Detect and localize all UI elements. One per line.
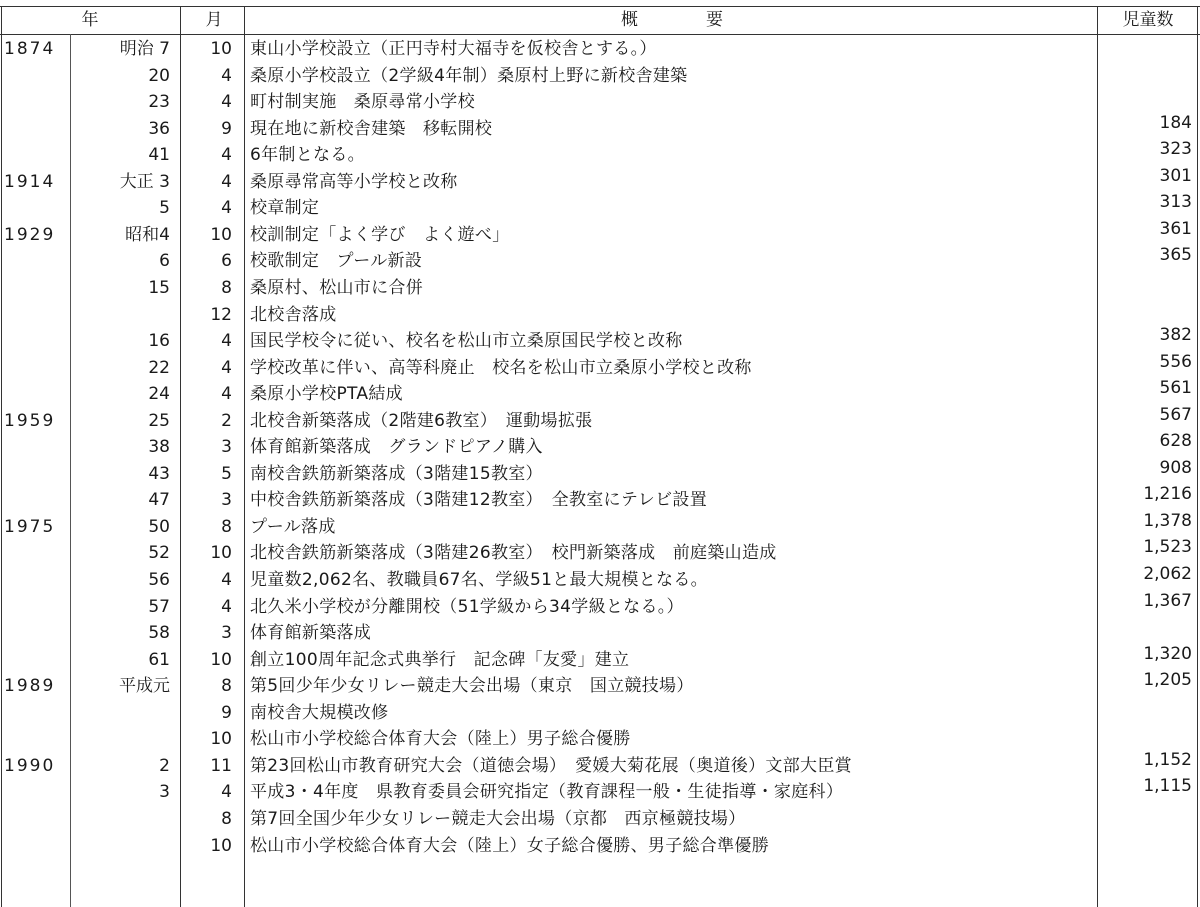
table-row xyxy=(0,139,1200,169)
table-row xyxy=(0,670,1200,700)
table-row xyxy=(0,404,1200,435)
cell-western-year xyxy=(4,779,64,805)
cell-summary: 桑原尋常高等小学校と改称 xyxy=(250,171,458,192)
cell-western-year xyxy=(4,806,64,832)
cell-western-year: 1990 xyxy=(4,755,56,776)
table-row xyxy=(0,302,1200,329)
cell-era-year: 15 xyxy=(148,277,170,298)
table-row xyxy=(0,776,1200,806)
cell-western-year xyxy=(4,726,64,752)
cell-era-year: 52 xyxy=(148,543,170,564)
cell-summary: 東山小学校設立（正円寺村大福寺を仮校舎とする。） xyxy=(250,39,657,59)
cell-western-year xyxy=(4,434,64,460)
cell-era-year: 57 xyxy=(148,596,170,617)
cell-student-count xyxy=(1100,800,1192,826)
cell-era-year: 38 xyxy=(148,437,170,458)
table-row xyxy=(0,484,1200,514)
cell-era-year: 2 xyxy=(159,755,170,776)
cell-western-year xyxy=(4,302,64,328)
cell-era-year: 36 xyxy=(148,118,170,139)
cell-western-year xyxy=(4,540,64,566)
table-row xyxy=(0,749,1200,780)
cell-western-year xyxy=(4,487,64,513)
cell-student-count: 1,152 xyxy=(1143,749,1192,770)
cell-student-count: 382 xyxy=(1159,325,1192,346)
cell-month: 9 xyxy=(221,702,232,723)
table-row xyxy=(0,36,1200,63)
cell-summary: プール落成 xyxy=(250,516,336,537)
cell-era-year xyxy=(70,833,174,859)
cell-student-count: 1,216 xyxy=(1143,484,1192,505)
cell-month: 3 xyxy=(221,623,232,644)
header-summary: 概 要 xyxy=(621,10,723,30)
cell-era-year: 58 xyxy=(148,623,170,644)
cell-era-year xyxy=(70,700,174,726)
cell-month: 10 xyxy=(210,39,232,59)
cell-era-year: 23 xyxy=(148,92,170,113)
cell-summary: 北久米小学校が分離開校（51学級から34学級となる。） xyxy=(250,596,684,617)
cell-student-count: 1,523 xyxy=(1143,537,1192,558)
table-row xyxy=(0,89,1200,116)
cell-summary: 学校改革に伴い、高等科廃止 校名を松山市立桑原小学校と改称 xyxy=(250,357,752,378)
cell-month: 4 xyxy=(221,145,232,166)
cell-student-count: 567 xyxy=(1159,404,1192,425)
cell-era-year: 大正 3 xyxy=(119,171,170,192)
cell-western-year xyxy=(4,700,64,726)
cell-western-year xyxy=(4,328,64,354)
cell-summary: 校歌制定 プール新設 xyxy=(250,251,423,272)
cell-summary: 南校舎鉄筋新築落成（3階建15教室） xyxy=(250,463,543,484)
cell-month: 9 xyxy=(221,118,232,139)
cell-student-count: 1,115 xyxy=(1143,776,1192,797)
cell-summary: 第7回全国少年少女リレー競走大会出場（京都 西京極競技場） xyxy=(250,808,746,829)
cell-month: 4 xyxy=(221,570,232,590)
cell-month: 3 xyxy=(221,490,232,511)
table-row xyxy=(0,620,1200,647)
cell-western-year: 1914 xyxy=(4,171,56,192)
cell-month: 3 xyxy=(221,437,232,458)
table-row xyxy=(0,63,1200,90)
cell-summary: 体育館新築落成 xyxy=(250,623,372,644)
cell-summary: 児童数2,062名、教職員67名、学級51と最大規模となる。 xyxy=(250,570,708,590)
cell-student-count xyxy=(1100,694,1192,720)
cell-student-count xyxy=(1100,614,1192,640)
cell-student-count: 1,205 xyxy=(1143,670,1192,691)
cell-student-count: 561 xyxy=(1159,378,1192,399)
cell-month: 10 xyxy=(210,649,232,670)
cell-western-year xyxy=(4,275,64,301)
cell-summary: 桑原小学校設立（2学級4年制）桑原村上野に新校舎建築 xyxy=(250,65,688,86)
cell-era-year: 6 xyxy=(159,251,170,272)
cell-western-year: 1929 xyxy=(4,224,56,245)
cell-student-count: 361 xyxy=(1159,218,1192,239)
cell-western-year xyxy=(4,89,64,115)
cell-western-year xyxy=(4,647,64,673)
cell-summary: 松山市小学校総合体育大会（陸上）女子総合優勝、男子総合準優勝 xyxy=(250,835,769,856)
cell-student-count: 628 xyxy=(1159,431,1192,452)
cell-month: 4 xyxy=(221,331,232,352)
table-row xyxy=(0,564,1200,594)
cell-month: 4 xyxy=(221,65,232,86)
cell-summary: 平成3・4年度 県教育委員会研究指定（教育課程一般・生徒指導・家庭科） xyxy=(250,782,844,803)
cell-month: 8 xyxy=(221,277,232,298)
cell-student-count: 323 xyxy=(1159,139,1192,160)
cell-summary: 校章制定 xyxy=(250,198,320,219)
cell-summary: 北校舎落成 xyxy=(250,304,337,325)
table-row xyxy=(0,700,1200,727)
cell-month: 4 xyxy=(221,171,232,192)
cell-student-count xyxy=(1100,83,1192,109)
cell-era-year: 56 xyxy=(148,570,170,590)
cell-student-count: 2,062 xyxy=(1143,564,1192,584)
cell-month: 2 xyxy=(221,410,232,431)
cell-era-year: 41 xyxy=(148,145,170,166)
table-row xyxy=(0,537,1200,567)
cell-summary: 松山市小学校総合体育大会（陸上）男子総合優勝 xyxy=(250,729,631,750)
cell-western-year: 1959 xyxy=(4,410,56,431)
cell-student-count: 1,367 xyxy=(1143,590,1192,611)
cell-month: 10 xyxy=(210,543,232,564)
table-row xyxy=(0,112,1200,143)
cell-summary: 北校舎新築落成（2階建6教室） 運動場拡張 xyxy=(250,410,593,431)
cell-western-year xyxy=(4,63,64,89)
cell-month: 4 xyxy=(221,782,232,803)
cell-western-year xyxy=(4,142,64,168)
table-row xyxy=(0,643,1200,674)
cell-month: 10 xyxy=(210,729,232,750)
cell-month: 8 xyxy=(221,676,232,697)
cell-summary: 第5回少年少女リレー競走大会出場（東京 国立競技場） xyxy=(250,676,694,697)
cell-era-year: 47 xyxy=(148,490,170,511)
table-row xyxy=(0,165,1200,196)
table-row xyxy=(0,590,1200,621)
cell-era-year: 3 xyxy=(159,782,170,803)
table-row xyxy=(0,245,1200,275)
table-row xyxy=(0,275,1200,302)
cell-student-count: 908 xyxy=(1159,457,1192,478)
cell-month: 4 xyxy=(221,92,232,113)
table-row xyxy=(0,351,1200,382)
cell-month: 11 xyxy=(210,755,232,776)
cell-summary: 中校舎鉄筋新築落成（3階建12教室） 全教室にテレビ設置 xyxy=(250,490,708,511)
cell-era-year: 5 xyxy=(159,198,170,219)
cell-student-count: 313 xyxy=(1159,192,1192,213)
header-month: 月 xyxy=(205,10,223,30)
cell-era-year: 61 xyxy=(148,649,170,670)
cell-month: 6 xyxy=(221,251,232,272)
cell-month: 12 xyxy=(210,304,232,325)
cell-summary: 創立100周年記念式典挙行 記念碑「友愛」建立 xyxy=(250,649,630,670)
table-row xyxy=(0,806,1200,833)
cell-summary: 国民学校令に従い、校名を松山市立桑原国民学校と改称 xyxy=(250,331,683,352)
cell-era-year: 昭和4 xyxy=(125,224,170,245)
cell-era-year: 25 xyxy=(148,410,170,431)
cell-western-year xyxy=(4,833,64,859)
cell-student-count: 301 xyxy=(1159,165,1192,186)
cell-summary: 北校舎鉄筋新築落成（3階建26教室） 校門新築落成 前庭築山造成 xyxy=(250,543,777,564)
cell-summary: 町村制実施 桑原尋常小学校 xyxy=(250,92,475,113)
cell-month: 5 xyxy=(221,463,232,484)
cell-student-count xyxy=(1100,296,1192,322)
cell-summary: 桑原村、松山市に合併 xyxy=(250,277,423,298)
table-row xyxy=(0,218,1200,249)
header-year: 年 xyxy=(81,10,99,30)
cell-western-year xyxy=(4,248,64,274)
cell-summary: 南校舎大規模改修 xyxy=(250,702,389,723)
cell-western-year xyxy=(4,620,64,646)
cell-era-year: 16 xyxy=(148,331,170,352)
cell-student-count xyxy=(1100,57,1192,83)
cell-month: 4 xyxy=(221,357,232,378)
cell-student-count: 556 xyxy=(1159,351,1192,372)
table-row xyxy=(0,833,1200,860)
cell-summary: 体育館新築落成 グランドピアノ購入 xyxy=(250,437,543,458)
cell-month: 10 xyxy=(210,835,232,856)
cell-era-year: 平成元 xyxy=(119,676,170,697)
cell-summary: 桑原小学校PTA結成 xyxy=(250,384,403,405)
cell-month: 8 xyxy=(221,516,232,537)
cell-western-year xyxy=(4,116,64,142)
cell-student-count: 184 xyxy=(1159,112,1192,133)
cell-western-year xyxy=(4,381,64,407)
table-row xyxy=(0,378,1200,408)
cell-month: 8 xyxy=(221,808,232,829)
cell-summary: 第23回松山市教育研究大会（道徳会場） 愛媛大菊花展（奥道後）文部大臣賞 xyxy=(250,755,852,776)
cell-era-year: 22 xyxy=(148,357,170,378)
cell-western-year: 1975 xyxy=(4,516,56,537)
cell-month: 4 xyxy=(221,198,232,219)
table-row xyxy=(0,457,1200,488)
cell-western-year xyxy=(4,355,64,381)
cell-era-year xyxy=(70,302,174,328)
cell-student-count xyxy=(1100,720,1192,746)
cell-summary: 校訓制定「よく学び よく遊べ」 xyxy=(250,224,510,245)
cell-month: 4 xyxy=(221,596,232,617)
cell-summary: 6年制となる。 xyxy=(250,145,365,166)
table-row xyxy=(0,431,1200,461)
table-row xyxy=(0,192,1200,222)
cell-student-count xyxy=(1100,30,1192,56)
cell-era-year: 20 xyxy=(148,65,170,86)
cell-era-year: 24 xyxy=(148,384,170,405)
cell-western-year xyxy=(4,594,64,620)
cell-western-year: 1989 xyxy=(4,676,56,697)
cell-era-year xyxy=(70,806,174,832)
cell-student-count: 1,320 xyxy=(1143,643,1192,664)
cell-student-count: 1,378 xyxy=(1143,510,1192,531)
cell-month: 10 xyxy=(210,224,232,245)
header-count: 児童数 xyxy=(1122,10,1174,30)
cell-month: 4 xyxy=(221,384,232,405)
cell-student-count: 365 xyxy=(1159,245,1192,266)
cell-western-year xyxy=(4,461,64,487)
table-row xyxy=(0,325,1200,355)
cell-western-year xyxy=(4,567,64,593)
cell-western-year xyxy=(4,195,64,221)
cell-student-count xyxy=(1100,269,1192,295)
cell-student-count xyxy=(1100,827,1192,853)
table-row xyxy=(0,726,1200,753)
cell-western-year: 1874 xyxy=(4,39,56,59)
cell-summary: 現在地に新校舎建築 移転開校 xyxy=(250,118,493,139)
cell-era-year: 50 xyxy=(148,516,170,537)
table-row xyxy=(0,510,1200,541)
cell-era-year xyxy=(70,726,174,752)
cell-era-year: 43 xyxy=(148,463,170,484)
cell-era-year: 明治 7 xyxy=(119,39,170,59)
